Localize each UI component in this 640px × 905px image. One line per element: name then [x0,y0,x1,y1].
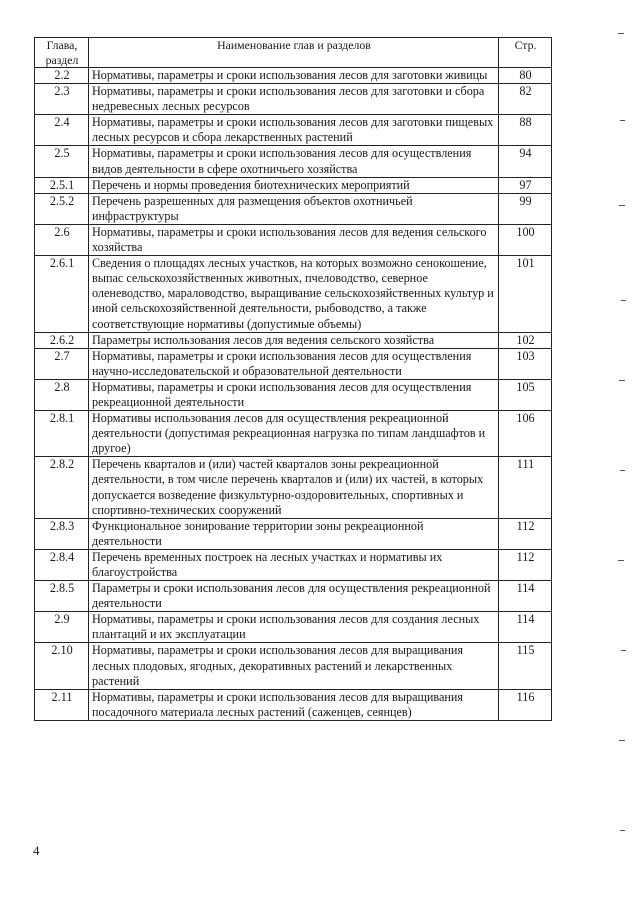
chapter-title: Нормативы, параметры и сроки использования лесов для выращивания лесных плодовых, ягодных, декоративных растений и лекарственных растений [89,643,499,689]
chapter-title: Нормативы, параметры и сроки использования лесов для осуществления видов деятельности в сфере охотничьего хозяйства [89,146,499,177]
chapter-number: 2.10 [35,643,89,689]
scan-mark [620,470,625,471]
scan-mark [618,33,624,34]
header-title: Наименование глав и разделов [89,38,499,68]
toc-row [35,549,552,580]
page-reference: 102 [499,332,552,348]
page-reference: 115 [499,643,552,689]
chapter-number: 2.8.5 [35,581,89,612]
toc-row [35,348,552,379]
chapter-title: Перечень кварталов и (или) частей кварталов зоны рекреационной деятельности, в том числе перечень кварталов и (или) их частей, в которых допускается возведение физкультурно-оздоровительных, спортивных и спортивно-технических сооружений [89,457,499,518]
chapter-title: Перечень и нормы проведения биотехнических мероприятий [89,177,499,193]
toc-row [35,581,552,612]
chapter-number: 2.6 [35,224,89,255]
scan-mark [620,120,625,121]
page-reference: 97 [499,177,552,193]
chapter-number: 2.8.3 [35,518,89,549]
page-reference: 105 [499,379,552,410]
scan-mark [620,830,625,831]
chapter-title: Нормативы, параметры и сроки использования лесов для создания лесных плантаций и их эксплуатации [89,612,499,643]
chapter-title: Параметры и сроки использования лесов для осуществления рекреационной деятельности [89,581,499,612]
chapter-number: 2.5.2 [35,193,89,224]
toc-row [35,612,552,643]
toc-row [35,411,552,457]
toc-row [35,146,552,177]
toc-table [34,37,552,721]
page-reference: 106 [499,411,552,457]
toc-row [35,115,552,146]
chapter-number: 2.4 [35,115,89,146]
chapter-title: Нормативы, параметры и сроки использования лесов для осуществления рекреационной деятельности [89,379,499,410]
chapter-title: Нормативы, параметры и сроки использования лесов для заготовки живицы [89,68,499,84]
page-reference: 80 [499,68,552,84]
scan-mark [621,300,626,301]
page-reference: 111 [499,457,552,518]
toc-row [35,177,552,193]
toc-row [35,256,552,332]
page-reference: 112 [499,549,552,580]
page-reference: 99 [499,193,552,224]
chapter-title: Параметры использования лесов для ведения сельского хозяйства [89,332,499,348]
page-reference: 100 [499,224,552,255]
chapter-title: Нормативы, параметры и сроки использования лесов для выращивания посадочного материала лесных растений (саженцев, сеянцев) [89,689,499,720]
chapter-number: 2.5 [35,146,89,177]
page-reference: 94 [499,146,552,177]
toc-row [35,643,552,689]
scan-mark [619,380,625,381]
chapter-number: 2.11 [35,689,89,720]
chapter-number: 2.8.4 [35,549,89,580]
chapter-number: 2.9 [35,612,89,643]
page-reference: 114 [499,581,552,612]
toc-row [35,193,552,224]
chapter-number: 2.8.2 [35,457,89,518]
toc-row [35,68,552,84]
header-chapter: Глава, раздел [35,38,89,68]
header-page: Стр. [499,38,552,68]
page-reference: 114 [499,612,552,643]
chapter-title: Сведения о площадях лесных участков, на которых возможно сенокошение, выпас сельскохозяйственных животных, пчеловодство, северное оленеводство, мараловодство, выращивание сельскохозяйственных культур и иной сельскохозяйственной деятельности, рыбоводство, а также соответствующие нормативы (допустимые объемы) [89,256,499,332]
chapter-title: Перечень временных построек на лесных участках и нормативы их благоустройства [89,549,499,580]
chapter-number: 2.6.1 [35,256,89,332]
toc-row [35,224,552,255]
chapter-number: 2.5.1 [35,177,89,193]
toc-row [35,518,552,549]
scan-mark [619,740,625,741]
page-number: 4 [33,843,40,858]
chapter-title: Нормативы использования лесов для осуществления рекреационной деятельности (допустимая рекреационная нагрузка по типам ландшафтов и другое) [89,411,499,457]
toc-row [35,379,552,410]
page-reference: 88 [499,115,552,146]
chapter-title: Нормативы, параметры и сроки использования лесов для ведения сельского хозяйства [89,224,499,255]
toc-row [35,689,552,720]
page-reference: 112 [499,518,552,549]
scan-mark [618,560,624,561]
chapter-title: Перечень разрешенных для размещения объектов охотничьей инфраструктуры [89,193,499,224]
chapter-number: 2.8.1 [35,411,89,457]
page-reference: 116 [499,689,552,720]
chapter-number: 2.7 [35,348,89,379]
toc-row [35,84,552,115]
toc-body [35,68,552,721]
page-reference: 82 [499,84,552,115]
chapter-title: Нормативы, параметры и сроки использования лесов для заготовки и сбора недревесных лесных ресурсов [89,84,499,115]
scan-mark [619,205,625,206]
toc-header-row [35,38,552,68]
scan-mark [621,650,626,651]
toc-row [35,332,552,348]
chapter-number: 2.6.2 [35,332,89,348]
page-reference: 101 [499,256,552,332]
chapter-title: Нормативы, параметры и сроки использования лесов для заготовки пищевых лесных ресурсов и сбора лекарственных растений [89,115,499,146]
chapter-number: 2.3 [35,84,89,115]
toc-row [35,457,552,518]
chapter-number: 2.8 [35,379,89,410]
chapter-title: Функциональное зонирование территории зоны рекреационной деятельности [89,518,499,549]
chapter-number: 2.2 [35,68,89,84]
chapter-title: Нормативы, параметры и сроки использования лесов для осуществления научно-исследовательской и образовательной деятельности [89,348,499,379]
page-reference: 103 [499,348,552,379]
